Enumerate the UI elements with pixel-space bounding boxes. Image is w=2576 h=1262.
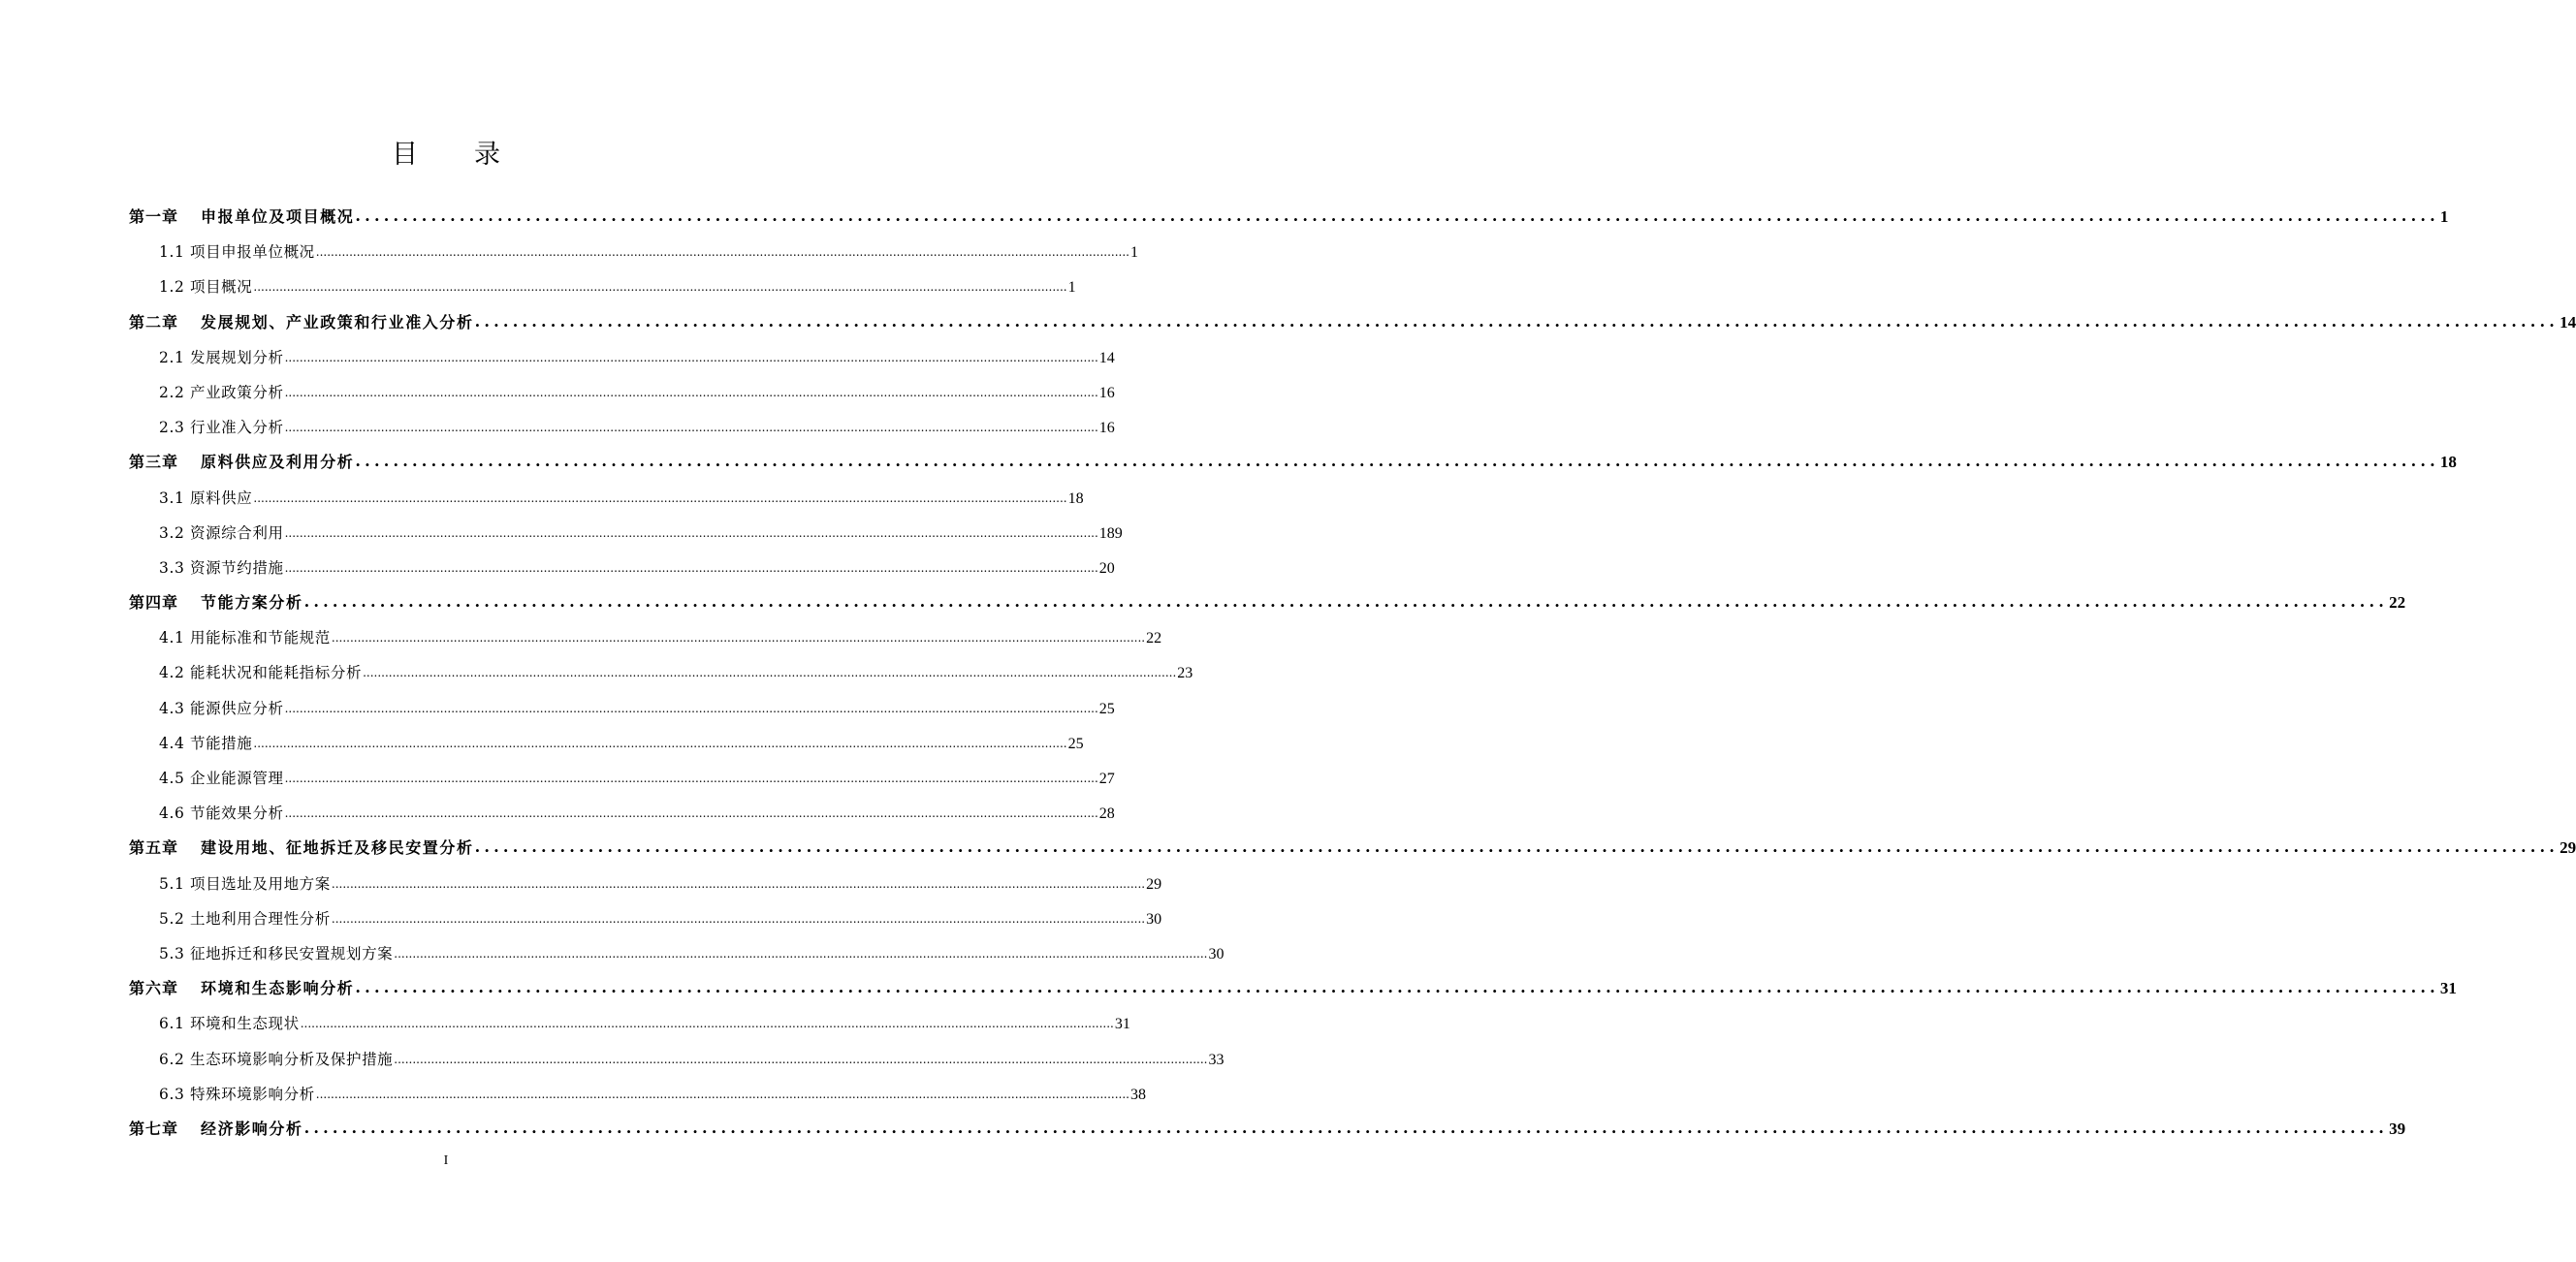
chapter-number: 第七章: [129, 1119, 179, 1138]
toc-entry-label: [129, 201, 354, 234]
toc-page-number: 14: [2560, 312, 2576, 331]
toc-entry-label: [129, 832, 474, 865]
chapter-number: 第二章: [129, 312, 179, 331]
chapter-title: 环境和生态影响分析: [201, 979, 355, 998]
dot-leader: ............................................................................................................................................................................................................................: [284, 560, 1098, 575]
section-title: 5.2 土地利用合理性分析: [159, 909, 331, 928]
dot-leader: ............................................................................................................................................................................................................................: [284, 385, 1098, 399]
section-title: 3.1 原料供应: [159, 489, 253, 507]
toc-section-entry[interactable]: [129, 517, 1123, 552]
dot-leader: ............................................................................................................................................................................................................................: [331, 631, 1146, 646]
toc-section-entry[interactable]: [129, 270, 1076, 305]
toc-page-number: 25: [1067, 735, 1084, 752]
toc-section-entry[interactable]: [129, 692, 1115, 727]
section-title: 6.3 特殊环境影响分析: [159, 1085, 315, 1103]
toc-page-number: 20: [1098, 559, 1115, 577]
toc-page-number: 14: [1098, 349, 1115, 366]
toc-section-entry[interactable]: [129, 341, 1115, 376]
dot-leader: ............................................................................................................................................................................................................................: [355, 978, 2439, 997]
section-title: 3.2 资源综合利用: [159, 523, 284, 542]
chapter-title: 申报单位及项目概况: [201, 207, 355, 226]
toc-page-number: 30: [1146, 910, 1162, 928]
dot-leader: ............................................................................................................................................................................................................................: [474, 837, 2560, 857]
toc-chapter-entry[interactable]: [129, 586, 2406, 621]
toc-page-number: 33: [1208, 1051, 1224, 1068]
section-title: 4.5 企业能源管理: [159, 770, 284, 787]
chapter-number: 第五章: [129, 838, 179, 858]
toc-page-number: 16: [1098, 420, 1115, 437]
toc-section-entry[interactable]: [129, 411, 1115, 446]
toc-section-entry[interactable]: [129, 902, 1162, 937]
toc-page-number: 22: [1146, 630, 1162, 647]
dot-leader: ............................................................................................................................................................................................................................: [253, 490, 1067, 505]
dot-leader: ............................................................................................................................................................................................................................: [284, 701, 1098, 715]
toc-entry-label: [129, 446, 354, 479]
section-title: 1.2 项目概况: [159, 278, 253, 297]
section-title: 3.3 资源节约措施: [159, 558, 284, 577]
toc-page-number: 31: [1114, 1016, 1130, 1033]
chapter-number: 第三章: [129, 453, 179, 472]
dot-leader: ............................................................................................................................................................................................................................: [355, 206, 2439, 225]
section-title: 4.2 能耗状况和能耗指标分析: [159, 664, 363, 682]
dot-leader: ............................................................................................................................................................................................................................: [284, 525, 1098, 540]
toc-entry-label: [129, 1113, 303, 1146]
toc-chapter-entry[interactable]: [129, 201, 2449, 236]
section-title: 1.1 项目申报单位概况: [159, 243, 315, 262]
chapter-number: 第四章: [129, 593, 179, 613]
dot-leader: ............................................................................................................................................................................................................................: [253, 736, 1067, 750]
chapter-title: 原料供应及利用分析: [201, 453, 355, 472]
toc-page-number: 1: [2439, 207, 2449, 226]
dot-leader: ............................................................................................................................................................................................................................: [300, 1017, 1114, 1031]
section-title: 5.3 征地拆迁和移民安置规划方案: [159, 944, 394, 962]
dot-leader: ............................................................................................................................................................................................................................: [303, 1118, 2389, 1137]
toc-section-entry[interactable]: [129, 376, 1115, 411]
toc-entry-label: [129, 586, 303, 619]
chapter-title: 经济影响分析: [201, 1119, 303, 1138]
toc-section-entry[interactable]: [129, 797, 1115, 832]
dot-leader: ............................................................................................................................................................................................................................: [394, 1052, 1208, 1066]
section-title: 2.2 产业政策分析: [159, 383, 284, 401]
toc-chapter-entry[interactable]: [129, 1113, 2406, 1148]
section-title: 4.6 节能效果分析: [159, 805, 284, 823]
dot-leader: ............................................................................................................................................................................................................................: [315, 245, 1129, 260]
toc-page-number: 22: [2389, 593, 2406, 613]
toc-page-number: 29: [1146, 875, 1162, 893]
section-title: 5.1 项目选址及用地方案: [159, 874, 331, 893]
dot-leader: ............................................................................................................................................................................................................................: [284, 806, 1098, 821]
toc-chapter-entry[interactable]: [129, 446, 2457, 481]
toc-page-number: 1: [1067, 279, 1076, 297]
dot-leader: ............................................................................................................................................................................................................................: [394, 946, 1208, 961]
section-title: 4.4 节能措施: [159, 734, 253, 752]
toc-section-entry[interactable]: [129, 482, 1084, 517]
toc-page-number: 31: [2439, 979, 2457, 998]
dot-leader: ............................................................................................................................................................................................................................: [284, 350, 1098, 364]
toc-section-entry[interactable]: [129, 621, 1162, 656]
dot-leader: ............................................................................................................................................................................................................................: [284, 772, 1098, 785]
dot-leader: ............................................................................................................................................................................................................................: [253, 280, 1067, 295]
chapter-number: 第六章: [129, 979, 179, 998]
section-title: 2.1 发展规划分析: [159, 348, 284, 366]
toc-section-entry[interactable]: [129, 727, 1084, 762]
dot-leader: ............................................................................................................................................................................................................................: [363, 666, 1177, 680]
toc-page-number: 30: [1208, 945, 1224, 962]
toc-section-entry[interactable]: [129, 236, 1138, 270]
toc-section-entry[interactable]: [129, 937, 1224, 972]
section-title: 4.3 能源供应分析: [159, 699, 284, 717]
toc-page-number: 16: [1098, 384, 1115, 401]
toc-entry-label: [129, 306, 474, 339]
section-title: 4.1 用能标准和节能规范: [159, 629, 331, 647]
dot-leader: ............................................................................................................................................................................................................................: [315, 1087, 1129, 1101]
toc-section-entry[interactable]: [129, 1007, 1130, 1042]
toc-page-number: 38: [1129, 1086, 1146, 1103]
toc-chapter-entry[interactable]: [129, 972, 2457, 1007]
toc-page-number: 18: [2439, 453, 2457, 472]
toc-page-number: 29: [2560, 838, 2576, 858]
chapter-title: 建设用地、征地拆迁及移民安置分析: [201, 838, 474, 858]
toc-page-number: 28: [1098, 805, 1115, 823]
dot-leader: ............................................................................................................................................................................................................................: [303, 592, 2389, 612]
toc-section-entry[interactable]: [129, 552, 1115, 586]
toc-entry-label: [129, 972, 354, 1005]
chapter-title: 节能方案分析: [201, 593, 303, 613]
toc-section-entry[interactable]: [129, 1078, 1146, 1113]
toc-chapter-entry[interactable]: [129, 832, 2576, 867]
toc-section-entry[interactable]: [129, 868, 1162, 902]
dot-leader: ............................................................................................................................................................................................................................: [331, 911, 1146, 926]
toc-page-number: 18: [1067, 489, 1084, 507]
section-title: 2.3 行业准入分析: [159, 419, 284, 437]
toc-page-number: 25: [1098, 700, 1115, 717]
dot-leader: ............................................................................................................................................................................................................................: [284, 421, 1098, 435]
section-title: 6.1 环境和生态现状: [159, 1015, 300, 1033]
toc-page-number: 1: [1129, 244, 1138, 262]
toc-section-entry[interactable]: [129, 656, 1193, 691]
section-title: 6.2 生态环境影响分析及保护措施: [159, 1050, 394, 1068]
dot-leader: ............................................................................................................................................................................................................................: [474, 311, 2560, 331]
toc-page-number: 39: [2389, 1119, 2406, 1138]
dot-leader: ............................................................................................................................................................................................................................: [331, 876, 1146, 891]
chapter-title: 发展规划、产业政策和行业准入分析: [201, 312, 474, 331]
page-title: 目录: [392, 140, 557, 170]
table-of-contents: [129, 201, 2576, 1148]
toc-section-entry[interactable]: [129, 762, 1115, 797]
toc-page-number: 27: [1098, 771, 1115, 787]
toc-section-entry[interactable]: [129, 1043, 1224, 1078]
chapter-number: 第一章: [129, 207, 179, 226]
dot-leader: ............................................................................................................................................................................................................................: [355, 452, 2439, 471]
toc-chapter-entry[interactable]: [129, 306, 2576, 341]
toc-page-number: 23: [1177, 665, 1193, 682]
toc-page-number: 189: [1098, 524, 1123, 542]
page-number-footer: I: [443, 1153, 449, 1168]
